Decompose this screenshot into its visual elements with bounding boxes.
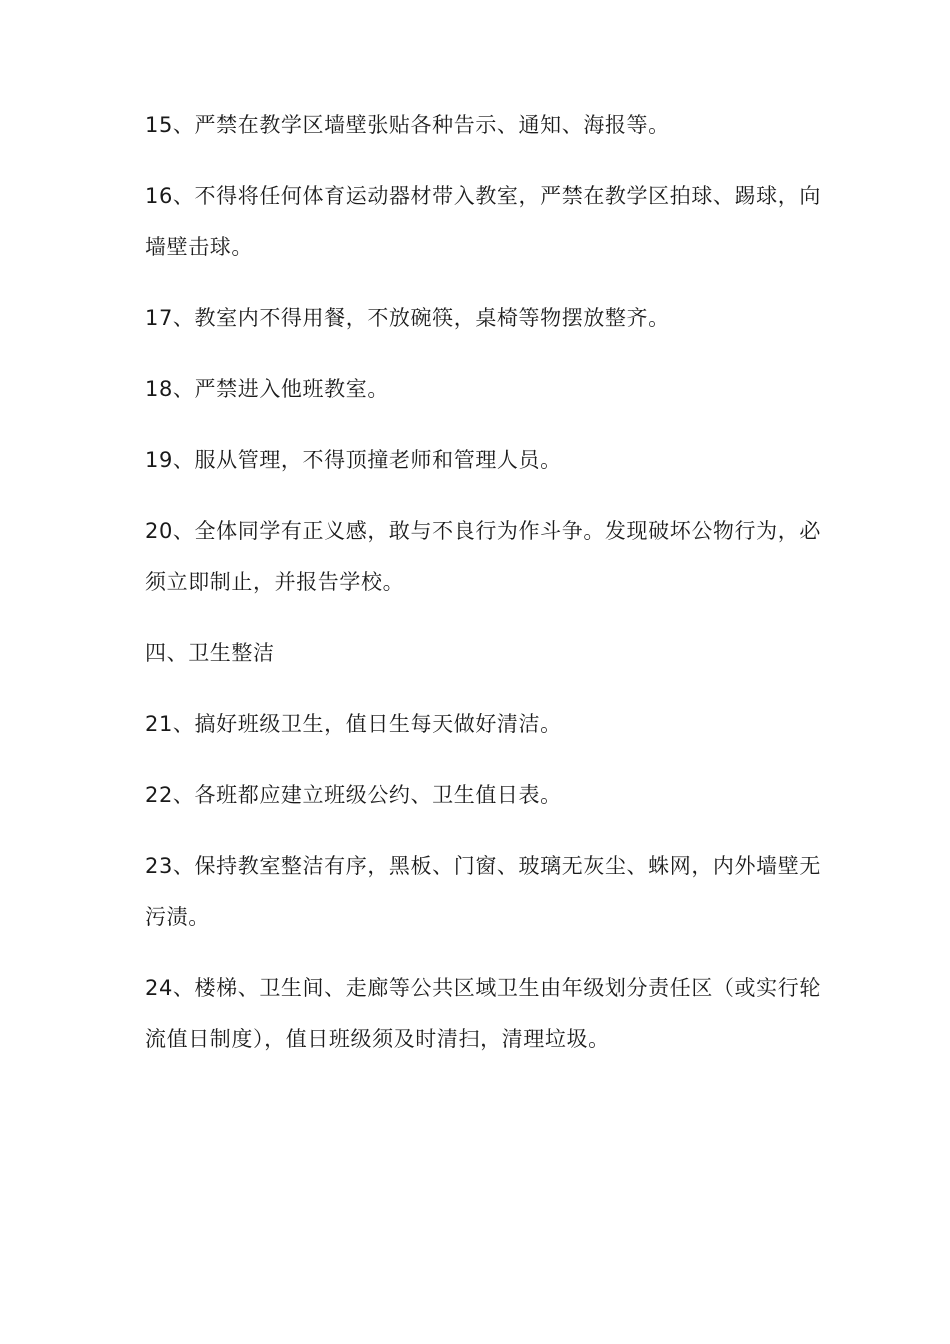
rule-item-15: 15、严禁在教学区墙壁张贴各种告示、通知、海报等。 <box>145 113 670 137</box>
rule-item-19: 19、服从管理，不得顶撞老师和管理人员。 <box>145 448 562 472</box>
rule-item-20: 20、全体同学有正义感，敢与不良行为作斗争。发现破坏公物行为，必须立即制止，并报告学校。 <box>145 519 821 594</box>
rule-item-21: 21、搞好班级卫生，值日生每天做好清洁。 <box>145 712 562 736</box>
rule-item-23: 23、保持教室整洁有序，黑板、门窗、玻璃无灰尘、蛛网，内外墙壁无污渍。 <box>145 854 821 929</box>
rule-item-24: 24、楼梯、卫生间、走廊等公共区域卫生由年级划分责任区（或实行轮流值日制度），值日班级须及时清扫，清理垃圾。 <box>145 976 821 1051</box>
section-heading: 四、卫生整洁 <box>145 641 275 665</box>
rule-item-18: 18、严禁进入他班教室。 <box>145 377 389 401</box>
document-body <box>145 100 825 1085</box>
rule-item-22: 22、各班都应建立班级公约、卫生值日表。 <box>145 783 562 807</box>
rule-item-16: 16、不得将任何体育运动器材带入教室，严禁在教学区拍球、踢球，向墙壁击球。 <box>145 184 821 259</box>
rule-item-17: 17、教室内不得用餐，不放碗筷，桌椅等物摆放整齐。 <box>145 306 670 330</box>
